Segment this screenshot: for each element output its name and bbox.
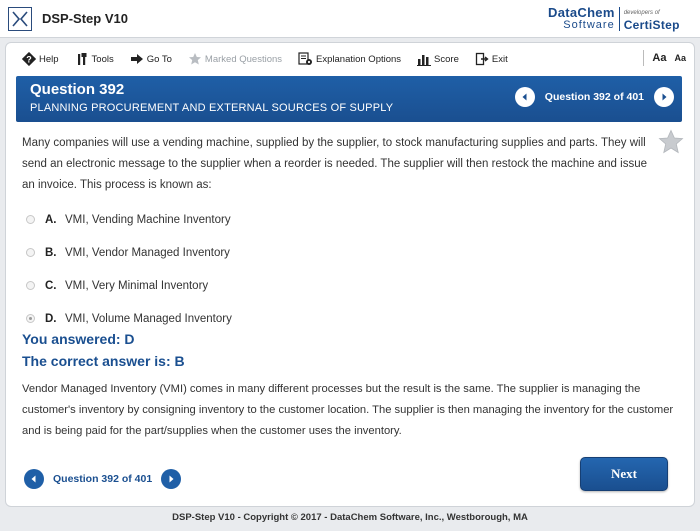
option-letter: A.	[45, 213, 57, 226]
answer-options	[22, 203, 662, 335]
main-panel	[5, 42, 695, 507]
toolbar	[6, 43, 694, 75]
tools-icon	[75, 52, 89, 66]
option-b[interactable]	[22, 236, 662, 269]
brand-divider	[619, 7, 620, 31]
question-number: Question 392	[30, 81, 125, 98]
correct-answer-text: The correct answer is: B	[22, 353, 185, 369]
app-logo-icon	[8, 7, 32, 31]
option-text: VMI, Vendor Managed Inventory	[65, 246, 230, 259]
bottom-next-arrow-button[interactable]	[161, 469, 181, 489]
explanation-text: Vendor Managed Inventory (VMI) comes in many different processes but the result is the same. The supplier is managing the customer's inventory by consigning inventory to the customer location. The supplier is then managing the inventory for the customer and is being paid for the part/supplies when the customer uses the inventory.	[22, 383, 674, 437]
exit-button[interactable]	[475, 52, 508, 66]
goto-label: Go To	[146, 53, 172, 65]
title-bar	[0, 0, 700, 38]
brand-certistep: CertiStep	[623, 18, 680, 32]
decrease-font-button[interactable]: Aa	[674, 53, 686, 63]
svg-text:?: ?	[26, 54, 32, 65]
header-navigation	[515, 87, 674, 107]
arrow-right-icon	[130, 52, 144, 66]
font-size-controls	[643, 50, 686, 66]
marked-questions-button[interactable]	[188, 52, 282, 66]
option-text: VMI, Volume Managed Inventory	[65, 312, 232, 325]
explanation-options-label: Explanation Options	[316, 53, 402, 65]
increase-font-button[interactable]: Aa	[652, 52, 667, 64]
chevron-left-icon	[29, 474, 39, 484]
footer-copyright: DSP-Step V10 - Copyright © 2017 - DataChem Software, Inc., Westborough, MA	[172, 512, 528, 523]
option-text: VMI, Vending Machine Inventory	[65, 213, 231, 226]
marked-questions-label: Marked Questions	[204, 53, 283, 65]
help-button[interactable]	[22, 52, 59, 66]
help-icon	[22, 52, 36, 66]
option-a-radio[interactable]	[26, 215, 35, 224]
question-header	[16, 76, 682, 122]
app-title: DSP-Step V10	[42, 11, 128, 26]
bottom-navigation	[24, 469, 181, 489]
exit-icon	[475, 52, 489, 66]
tools-label: Tools	[91, 53, 114, 65]
chevron-left-icon	[520, 92, 530, 102]
exit-label: Exit	[491, 53, 508, 65]
option-b-radio[interactable]	[26, 248, 35, 257]
option-letter: D.	[45, 312, 57, 325]
next-question-button[interactable]	[654, 87, 674, 107]
option-c[interactable]	[22, 269, 662, 302]
score-button[interactable]	[417, 52, 459, 66]
brand-software: Software	[563, 19, 615, 31]
you-answered-text: You answered: D	[22, 331, 135, 347]
option-c-radio[interactable]	[26, 281, 35, 290]
star-icon	[188, 52, 202, 66]
option-letter: C.	[45, 279, 57, 292]
option-letter: B.	[45, 246, 57, 259]
option-d-radio[interactable]	[26, 314, 35, 323]
previous-question-button[interactable]	[515, 87, 535, 107]
chevron-right-icon	[659, 92, 669, 102]
explanation-settings-icon	[298, 52, 313, 66]
question-counter: Question 392 of 401	[544, 91, 644, 103]
explanation-options-button[interactable]	[298, 52, 401, 66]
question-text: Many companies will use a vending machine, supplied by the supplier, to stock manufacturing supplies and parts. They will send an electronic message to the supplier when a reorder is needed. The supplier will then restock the machine and issue an invoice. This process is known as:	[22, 137, 647, 191]
next-button[interactable]: Next	[580, 457, 668, 491]
option-text: VMI, Very Minimal Inventory	[65, 279, 209, 292]
brand-logo	[548, 4, 688, 34]
chevron-right-icon	[166, 474, 176, 484]
bottom-question-counter: Question 392 of 401	[53, 473, 153, 485]
question-topic: PLANNING PROCUREMENT AND EXTERNAL SOURCES OF SUPPLY	[30, 102, 394, 114]
tools-button[interactable]	[75, 52, 114, 66]
toolbar-divider	[643, 50, 644, 66]
mark-question-star-icon[interactable]	[658, 129, 684, 160]
bottom-previous-button[interactable]	[24, 469, 44, 489]
brand-datachem: DataChem	[548, 5, 615, 20]
score-label: Score	[434, 53, 459, 65]
goto-button[interactable]	[130, 52, 172, 66]
bar-chart-icon	[417, 52, 431, 66]
help-label: Help	[39, 53, 59, 65]
brand-tagline: developers of	[623, 10, 660, 16]
option-a[interactable]	[22, 203, 662, 236]
